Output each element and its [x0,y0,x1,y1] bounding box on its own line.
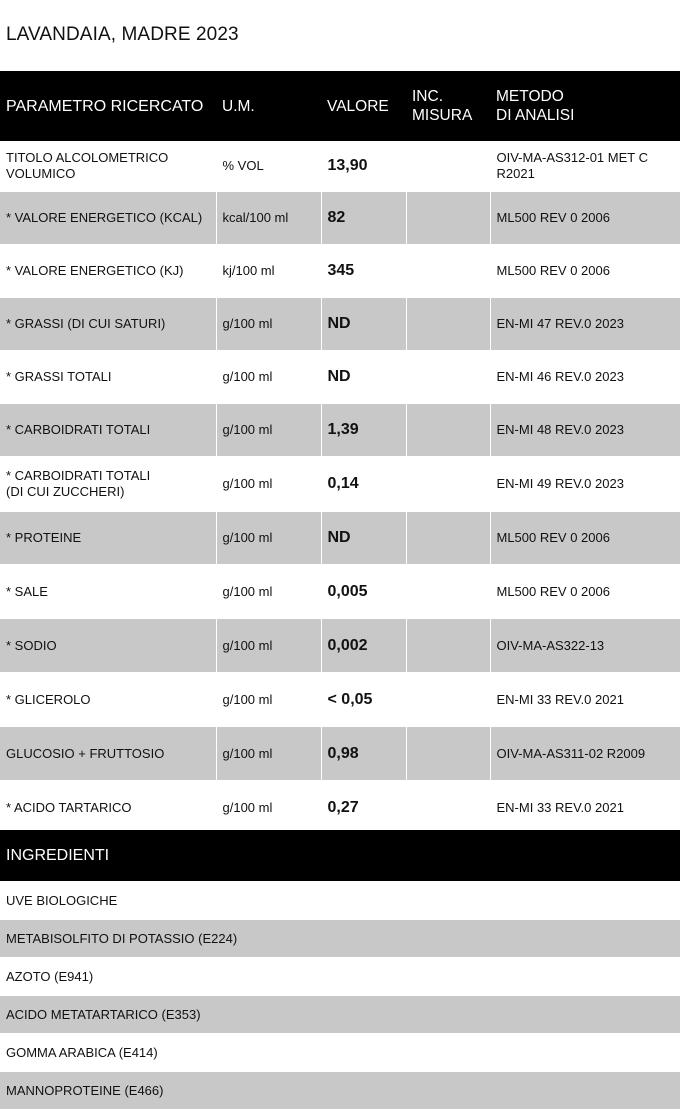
ingredients-header: INGREDIENTI [0,830,680,881]
ingredient-item: MANNOPROTEINE (E466) [0,1072,680,1110]
unit-cell: kcal/100 ml [216,192,321,245]
uncertainty-cell [406,673,490,727]
unit-cell: kj/100 ml [216,245,321,298]
value-cell: 1,39 [321,404,406,457]
uncertainty-cell [406,727,490,781]
method-cell: ML500 REV 0 2006 [490,192,680,245]
table-row [0,298,680,351]
header-inc: INC. MISURA [406,71,490,141]
param-cell: * ACIDO TARTARICO [0,781,216,835]
table-header-row [0,71,680,141]
uncertainty-cell [406,404,490,457]
value-cell: 0,14 [321,457,406,512]
method-cell: ML500 REV 0 2006 [490,565,680,619]
uncertainty-cell [406,192,490,245]
method-cell: EN-MI 48 REV.0 2023 [490,404,680,457]
table-body [0,141,680,835]
param-cell: GLUCOSIO + FRUTTOSIO [0,727,216,781]
value-cell: 0,27 [321,781,406,835]
uncertainty-cell [406,781,490,835]
param-cell: * VALORE ENERGETICO (KCAL) [0,192,216,245]
method-cell: ML500 REV 0 2006 [490,512,680,565]
ingredient-item: METABISOLFITO DI POTASSIO (E224) [0,920,680,958]
unit-cell: g/100 ml [216,727,321,781]
unit-cell: g/100 ml [216,457,321,512]
value-cell: ND [321,512,406,565]
table-row [0,512,680,565]
uncertainty-cell [406,565,490,619]
uncertainty-cell [406,245,490,298]
method-cell: EN-MI 33 REV.0 2021 [490,673,680,727]
ingredient-item: UVE BIOLOGICHE [0,882,680,920]
ingredients-list [0,882,680,1110]
uncertainty-cell [406,141,490,192]
header-param: PARAMETRO RICERCATO [0,71,216,141]
method-cell: EN-MI 49 REV.0 2023 [490,457,680,512]
unit-cell: g/100 ml [216,298,321,351]
uncertainty-cell [406,457,490,512]
unit-cell: g/100 ml [216,673,321,727]
param-cell: * CARBOIDRATI TOTALI (DI CUI ZUCCHERI) [0,457,216,512]
value-cell: < 0,05 [321,673,406,727]
method-cell: EN-MI 33 REV.0 2021 [490,781,680,835]
unit-cell: g/100 ml [216,404,321,457]
value-cell: 13,90 [321,141,406,192]
table-row [0,141,680,192]
param-cell: * SALE [0,565,216,619]
header-value: VALORE [321,71,406,141]
unit-cell: g/100 ml [216,565,321,619]
method-cell: EN-MI 47 REV.0 2023 [490,298,680,351]
document-title: LAVANDAIA, MADRE 2023 [6,24,239,45]
table-row [0,351,680,404]
uncertainty-cell [406,619,490,673]
param-cell: * GLICEROLO [0,673,216,727]
ingredient-item: AZOTO (E941) [0,958,680,996]
value-cell: 82 [321,192,406,245]
uncertainty-cell [406,298,490,351]
unit-cell: % VOL [216,141,321,192]
ingredient-item: ACIDO METATARTARICO (E353) [0,996,680,1034]
value-cell: 0,002 [321,619,406,673]
unit-cell: g/100 ml [216,512,321,565]
param-cell: * GRASSI (DI CUI SATURI) [0,298,216,351]
method-cell: OIV-MA-AS312-01 MET C R2021 [490,141,680,192]
analysis-table [0,71,680,835]
table-row [0,727,680,781]
table-row [0,673,680,727]
param-cell: * SODIO [0,619,216,673]
param-cell: * PROTEINE [0,512,216,565]
table-row [0,457,680,512]
method-cell: OIV-MA-AS311-02 R2009 [490,727,680,781]
param-cell: TITOLO ALCOLOMETRICO VOLUMICO [0,141,216,192]
param-cell: * VALORE ENERGETICO (KJ) [0,245,216,298]
table-row [0,192,680,245]
value-cell: 0,98 [321,727,406,781]
value-cell: ND [321,351,406,404]
unit-cell: g/100 ml [216,619,321,673]
header-method: METODO DI ANALISI [490,71,680,141]
param-cell: * CARBOIDRATI TOTALI [0,404,216,457]
ingredient-item: GOMMA ARABICA (E414) [0,1034,680,1072]
uncertainty-cell [406,351,490,404]
table-row [0,565,680,619]
value-cell: 345 [321,245,406,298]
header-um: U.M. [216,71,321,141]
table-row [0,619,680,673]
value-cell: ND [321,298,406,351]
method-cell: OIV-MA-AS322-13 [490,619,680,673]
table-row [0,404,680,457]
unit-cell: g/100 ml [216,351,321,404]
table-row [0,245,680,298]
param-cell: * GRASSI TOTALI [0,351,216,404]
method-cell: EN-MI 46 REV.0 2023 [490,351,680,404]
value-cell: 0,005 [321,565,406,619]
method-cell: ML500 REV 0 2006 [490,245,680,298]
unit-cell: g/100 ml [216,781,321,835]
uncertainty-cell [406,512,490,565]
table-row [0,781,680,835]
